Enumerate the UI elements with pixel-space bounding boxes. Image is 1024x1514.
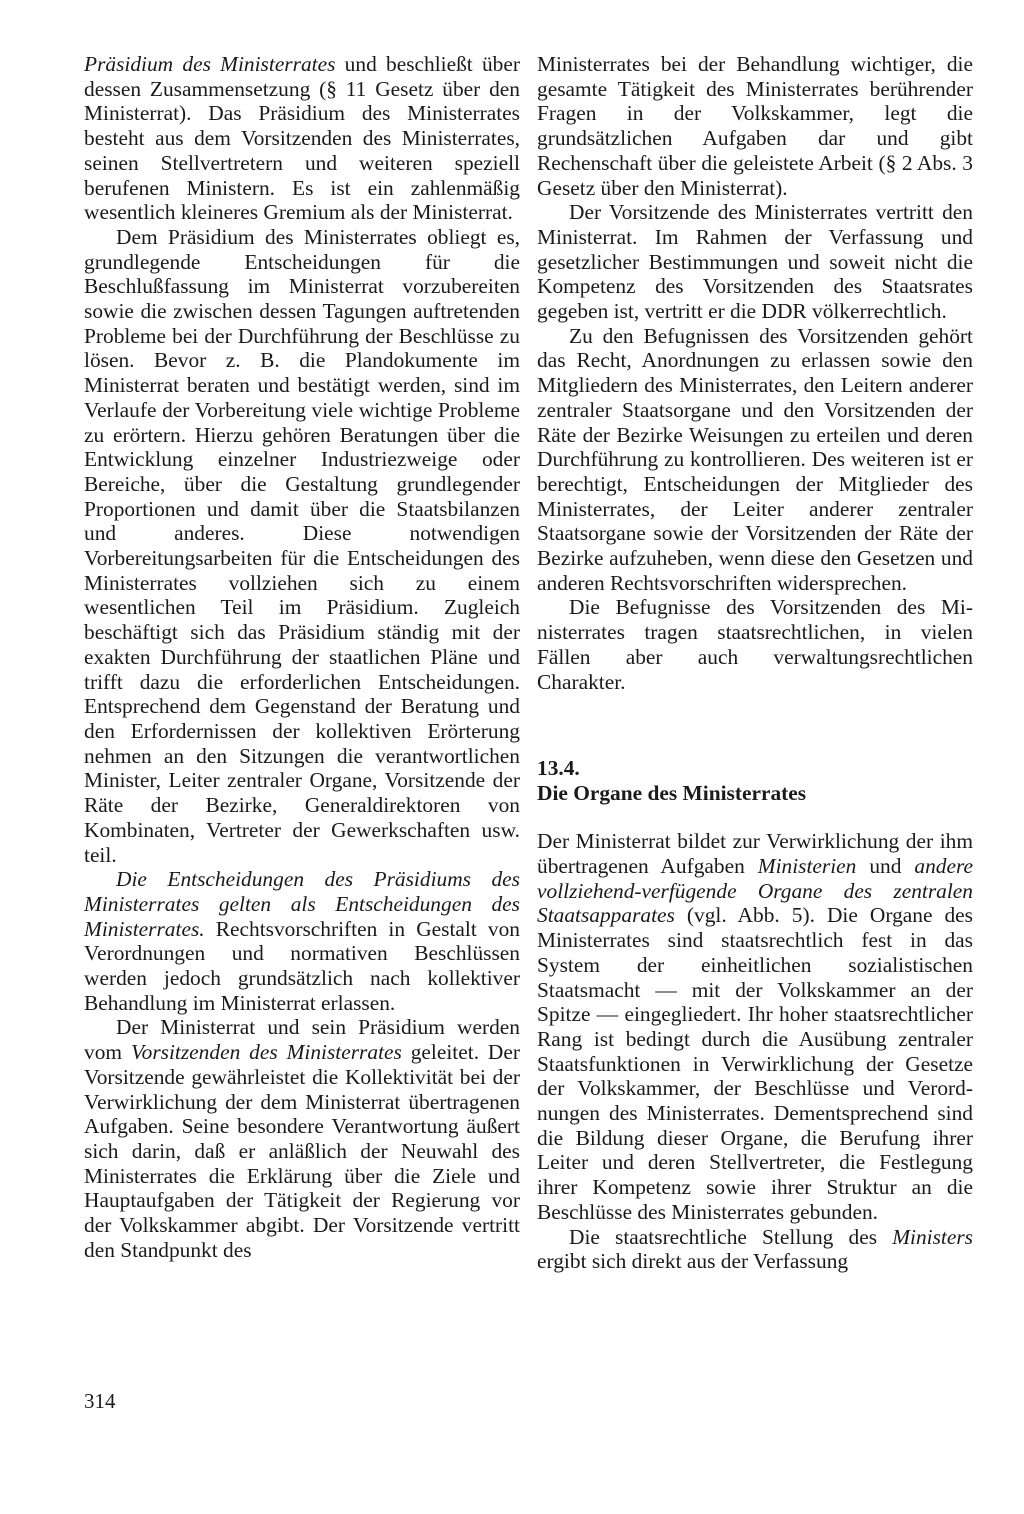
right-column: [537, 52, 973, 1274]
paragraph: [537, 1225, 973, 1274]
italic-phrase: Vorsitzenden des Ministerrates: [130, 1040, 402, 1065]
paragraph: Ministerrates bei der Behandlung wichtiger, die gesamte Tätigkeit des Ministerrates berührender Fragen in der Volkskammer, legt die grundsätzlichen Aufgaben dar und gibt Rechenschaft über die geleistete Arbeit (§ 2 Abs. 3 Gesetz über den Ministerrat).: [537, 52, 973, 200]
paragraph-text: Der Ministerrat bildet zur Verwirklichung der ihm übertragenen Aufgaben: [537, 829, 973, 878]
section-number: 13.4.: [537, 756, 580, 781]
paragraph: Die Befugnisse des Vorsitzenden des Ministerrates tragen staatsrechtlichen, in vielen Fällen aber auch verwaltungsrechtlichen Charakter.: [537, 595, 973, 694]
italic-phrase: Ministers: [892, 1224, 973, 1249]
paragraph: Der Vorsitzende des Ministerrates vertritt den Ministerrat. Im Rahmen der Verfassung und gesetzlicher Bestimmungen und soweit nicht die Kompetenz des Vorsitzenden des Staatsrates gegeben ist, vertritt er die DDR völkerrechtlich.: [537, 200, 973, 324]
paragraph: [537, 829, 973, 1224]
paragraph: [84, 52, 520, 225]
paragraph-text: Rechtsvorschriften in Gestalt von Verordnungen und normativen Beschlüssen werden jedoch grundsätzlich nach kollektiver Behandlung im Ministerrat erlassen.: [84, 916, 520, 1015]
paragraph: [84, 1015, 520, 1262]
paragraph: Dem Präsidium des Ministerrates obliegt es, grundlegende Entscheidungen für die Beschlußfassung im Ministerrat vorzubereiten sowie die zwischen dessen Tagungen auftretenden Probleme bei der Durchführung der Beschlüsse zu lösen. Bevor z. B. die Plandokumente im Ministerrat beraten und bestätigt werden, sind im Verlaufe der Vorbereitung viele wichtige Probleme zu erörtern. Hierzu gehören Beratungen über die Entwicklung einzelner Industriezweige oder Bereiche, über die Gestaltung grundlegender Proportionen und damit über die Staatsbilanzen und anderes. Diese notwendigen Vorbereitungsarbeiten für die Entscheidungen des Ministerrates vollziehen sich zu einem wesentlichen Teil im Präsidium. Zugleich beschäftigt sich das Präsidium ständig mit der exakten Durchführung der staatlichen Pläne und trifft dazu die erforderlichen Entscheidungen. Entsprechend dem Gegenstand der Beratung und den Erfordernissen der kollektiven Erörterung nehmen an den Sitzungen die verantwortlichen Minister, Leiter zentraler Organe, Vorsitzende der Räte der Bezirke, Generaldirektoren von Kombinaten, Vertreter der Gewerkschaften usw. teil.: [84, 224, 520, 867]
paragraph-text: geleitet. Der Vorsitzende gewährleistet die Kollektivität bei der Verwirklichung der dem Ministerrat übertragenen Aufgaben. Seine besondere Verantwortung äußert sich darin, daß er anläßlich der Neuwahl des Ministerrates die Erklärung über die Ziele und Hauptaufgaben der Tätigkeit der Regierung vor der Volkskammer abgibt. Der Vorsitzende vertritt den Standpunkt des: [84, 1040, 520, 1262]
italic-phrase: Ministerien: [757, 853, 857, 878]
paragraph-text: Der Ministerrat und sein Präsidium werden vom: [84, 1015, 520, 1065]
page-number: 314: [84, 1389, 116, 1413]
paragraph-text: Die staatsrechtliche Stellung des: [569, 1224, 893, 1249]
italic-phrase: Die Entscheidungen des Präsidiums des Ministerrates gelten als Entscheidungen des Ministerrates.: [84, 867, 520, 941]
section-title: Die Organe des Ministerrates: [537, 781, 807, 806]
paragraph: Zu den Befugnissen des Vorsitzenden gehört das Recht, Anordnungen zu erlassen sowie den Mitgliedern des Ministerrates, den Leitern anderer zentraler Staatsorgane und den Vorsitzenden der Räte der Bezirke Weisungen zu erteilen und deren Durchführung zu kontrollieren. Des weiteren ist er berechtigt, Entscheidungen der Mitglieder des Ministerrates, der Leiter anderer zentraler Staatsorgane sowie der Vorsitzenden der Räte der Bezirke aufzuheben, wenn diese den Gesetzen und anderen Rechtsvorschriften widersprechen.: [537, 323, 973, 595]
italic-phrase: Präsidium des Ministerrates: [84, 52, 336, 76]
italic-phrase: andere vollziehend-verfügende Organe des zentralen Staatsapparates: [537, 853, 974, 928]
section-heading: [537, 756, 973, 806]
paragraph: [84, 867, 520, 1015]
paragraph-text: und beschließt über dessen Zusammensetzung (§ 11 Gesetz über den Ministerrat). Das Präsidium des Ministerrates besteht aus dem Vorsitzenden des Ministerrates, seinen Stellvertretern und weiteren speziell berufenen Ministern. Es ist ein zahlenmäßig wesentlich kleineres Gremium als der Ministerrat.: [84, 52, 520, 225]
left-column: [84, 52, 520, 1262]
paragraph-text: (vgl. Abb. 5). Die Organe des Ministerrates sind staatsrechtlich fest in das System der einheitlichen sozialistischen Staatsmacht — mit der Volkskammer an der Spitze — eingegliedert. Ihr hoher staatsrechtlicher Rang ist bedingt durch die Ausübung zentraler Staatsfunktionen in Verwirklichung der Gesetze der Volkskammer, der Beschlüsse und Verordnungen des Ministerrates. Dementsprechend sind die Bildung dieser Organe, die Berufung ihrer Leiter und deren Stellvertreter, die Festlegung ihrer Kompetenz sowie ihrer Struktur an die Beschlüsse des Ministerrates gebunden.: [537, 903, 973, 1224]
paragraph-text: und: [856, 853, 915, 878]
paragraph-text: ergibt sich direkt aus der Verfassung: [537, 1249, 849, 1274]
